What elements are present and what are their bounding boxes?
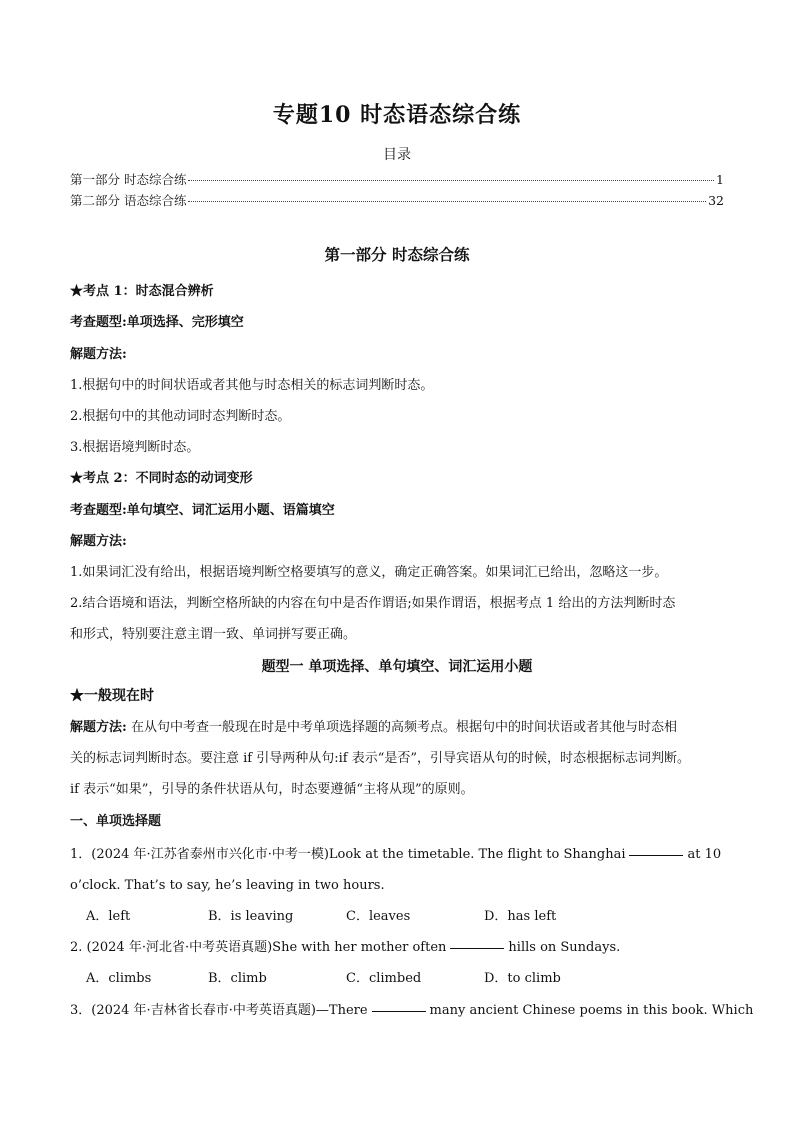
- question-2-text-a: 2. (2024 年·河北省·中考英语真题)She with her mother often: [70, 940, 447, 955]
- kp1-step-1: 1.根据句中的时间状语或者其他与时态相关的标志词判断时态。: [70, 378, 434, 393]
- question-2-text-b: hills on Sundays.: [508, 940, 621, 955]
- option-c[interactable]: C．climbed: [346, 971, 422, 986]
- method-text: 在从句中考查一般现在时是中考单项选择题的高频考点。根据句中的时间状语或者其他与时态相: [130, 720, 677, 735]
- method-line-3: if 表示“如果”，引导的条件状语从句，时态要遵循“主将从现”的原则。: [70, 782, 474, 797]
- kp1-step-2: 2.根据句中的其他动词时态判断时态。: [70, 409, 291, 424]
- toc-heading: 目录: [383, 147, 411, 163]
- answer-blank[interactable]: [450, 947, 504, 949]
- question-1-stem-continued: o’clock. That’s to say, he’s leaving in two hours.: [70, 878, 385, 893]
- toc-leader-dots: [188, 180, 714, 181]
- question-2-stem: [70, 939, 730, 957]
- toc-entry-part2[interactable]: [70, 191, 724, 209]
- answer-blank[interactable]: [372, 1010, 426, 1012]
- kp1-step-3: 3.根据语境判断时态。: [70, 440, 200, 455]
- part1-heading: 第一部分 时态综合练: [324, 245, 470, 264]
- kp2-method-label: 解题方法:: [70, 534, 127, 549]
- question-3-text-a: 3．(2024 年·吉林省长春市·中考英语真题)—There: [70, 1003, 368, 1018]
- question-1-text-b: at 10: [687, 847, 722, 862]
- method-line-2: 关的标志词判断时态。要注意 if 引导两种从句:if 表示“是否”，引导宾语从句的时候，时态根据标志词判断。: [70, 751, 691, 766]
- kp2-step-1: 1.如果词汇没有给出，根据语境判断空格要填写的意义，确定正确答案。如果词汇已给出，忽略这一步。: [70, 565, 668, 580]
- toc-leader-dots: [188, 201, 706, 202]
- question-1-stem: [70, 846, 730, 864]
- toc-entry-part1[interactable]: [70, 170, 724, 188]
- toc-entry-page: 32: [708, 193, 724, 208]
- method-line-1: [70, 719, 730, 737]
- method-label: 解题方法:: [70, 720, 127, 735]
- option-a[interactable]: A．climbs: [86, 971, 152, 986]
- section-single-choice: 一、单项选择题: [70, 814, 162, 829]
- kp2-step-2-line-2: 和形式，特别要注意主谓一致、单词拼写要正确。: [70, 627, 357, 642]
- question-3-stem: [70, 1002, 754, 1020]
- question-3-text-b: many ancient Chinese poems in this book. Which: [429, 1003, 754, 1018]
- kp1-question-type: 考查题型:单项选择、完形填空: [70, 315, 244, 330]
- option-b[interactable]: B．climb: [208, 971, 267, 986]
- option-d[interactable]: D．has left: [484, 909, 557, 924]
- kp1-method-label: 解题方法:: [70, 347, 127, 362]
- tense-title: ★一般现在时: [70, 688, 154, 704]
- option-b[interactable]: B．is leaving: [208, 909, 294, 924]
- answer-blank[interactable]: [629, 854, 683, 856]
- kp1-title: ★考点 1：时态混合辨析: [70, 284, 214, 299]
- document-title: 专题10 时态语态综合练: [272, 102, 522, 128]
- question-1-text-a: 1．(2024 年·江苏省泰州市兴化市·中考一模)Look at the timetable. The flight to Shanghai: [70, 847, 626, 862]
- toc-entry-page: 1: [716, 172, 724, 187]
- kp2-question-type: 考查题型:单句填空、词汇运用小题、语篇填空: [70, 503, 335, 518]
- question-type-heading: 题型一 单项选择、单句填空、词汇运用小题: [261, 659, 533, 675]
- toc-entry-label: 第二部分 语态综合练: [70, 193, 187, 208]
- option-c[interactable]: C．leaves: [346, 909, 411, 924]
- option-d[interactable]: D．to climb: [484, 971, 561, 986]
- kp2-title: ★考点 2：不同时态的动词变形: [70, 471, 253, 486]
- option-a[interactable]: A．left: [86, 909, 131, 924]
- toc-entry-label: 第一部分 时态综合练: [70, 172, 187, 187]
- kp2-step-2-line-1: 2.结合语境和语法，判断空格所缺的内容在句中是否作谓语;如果作谓语，根据考点 1 给出的方法判断时态: [70, 596, 676, 611]
